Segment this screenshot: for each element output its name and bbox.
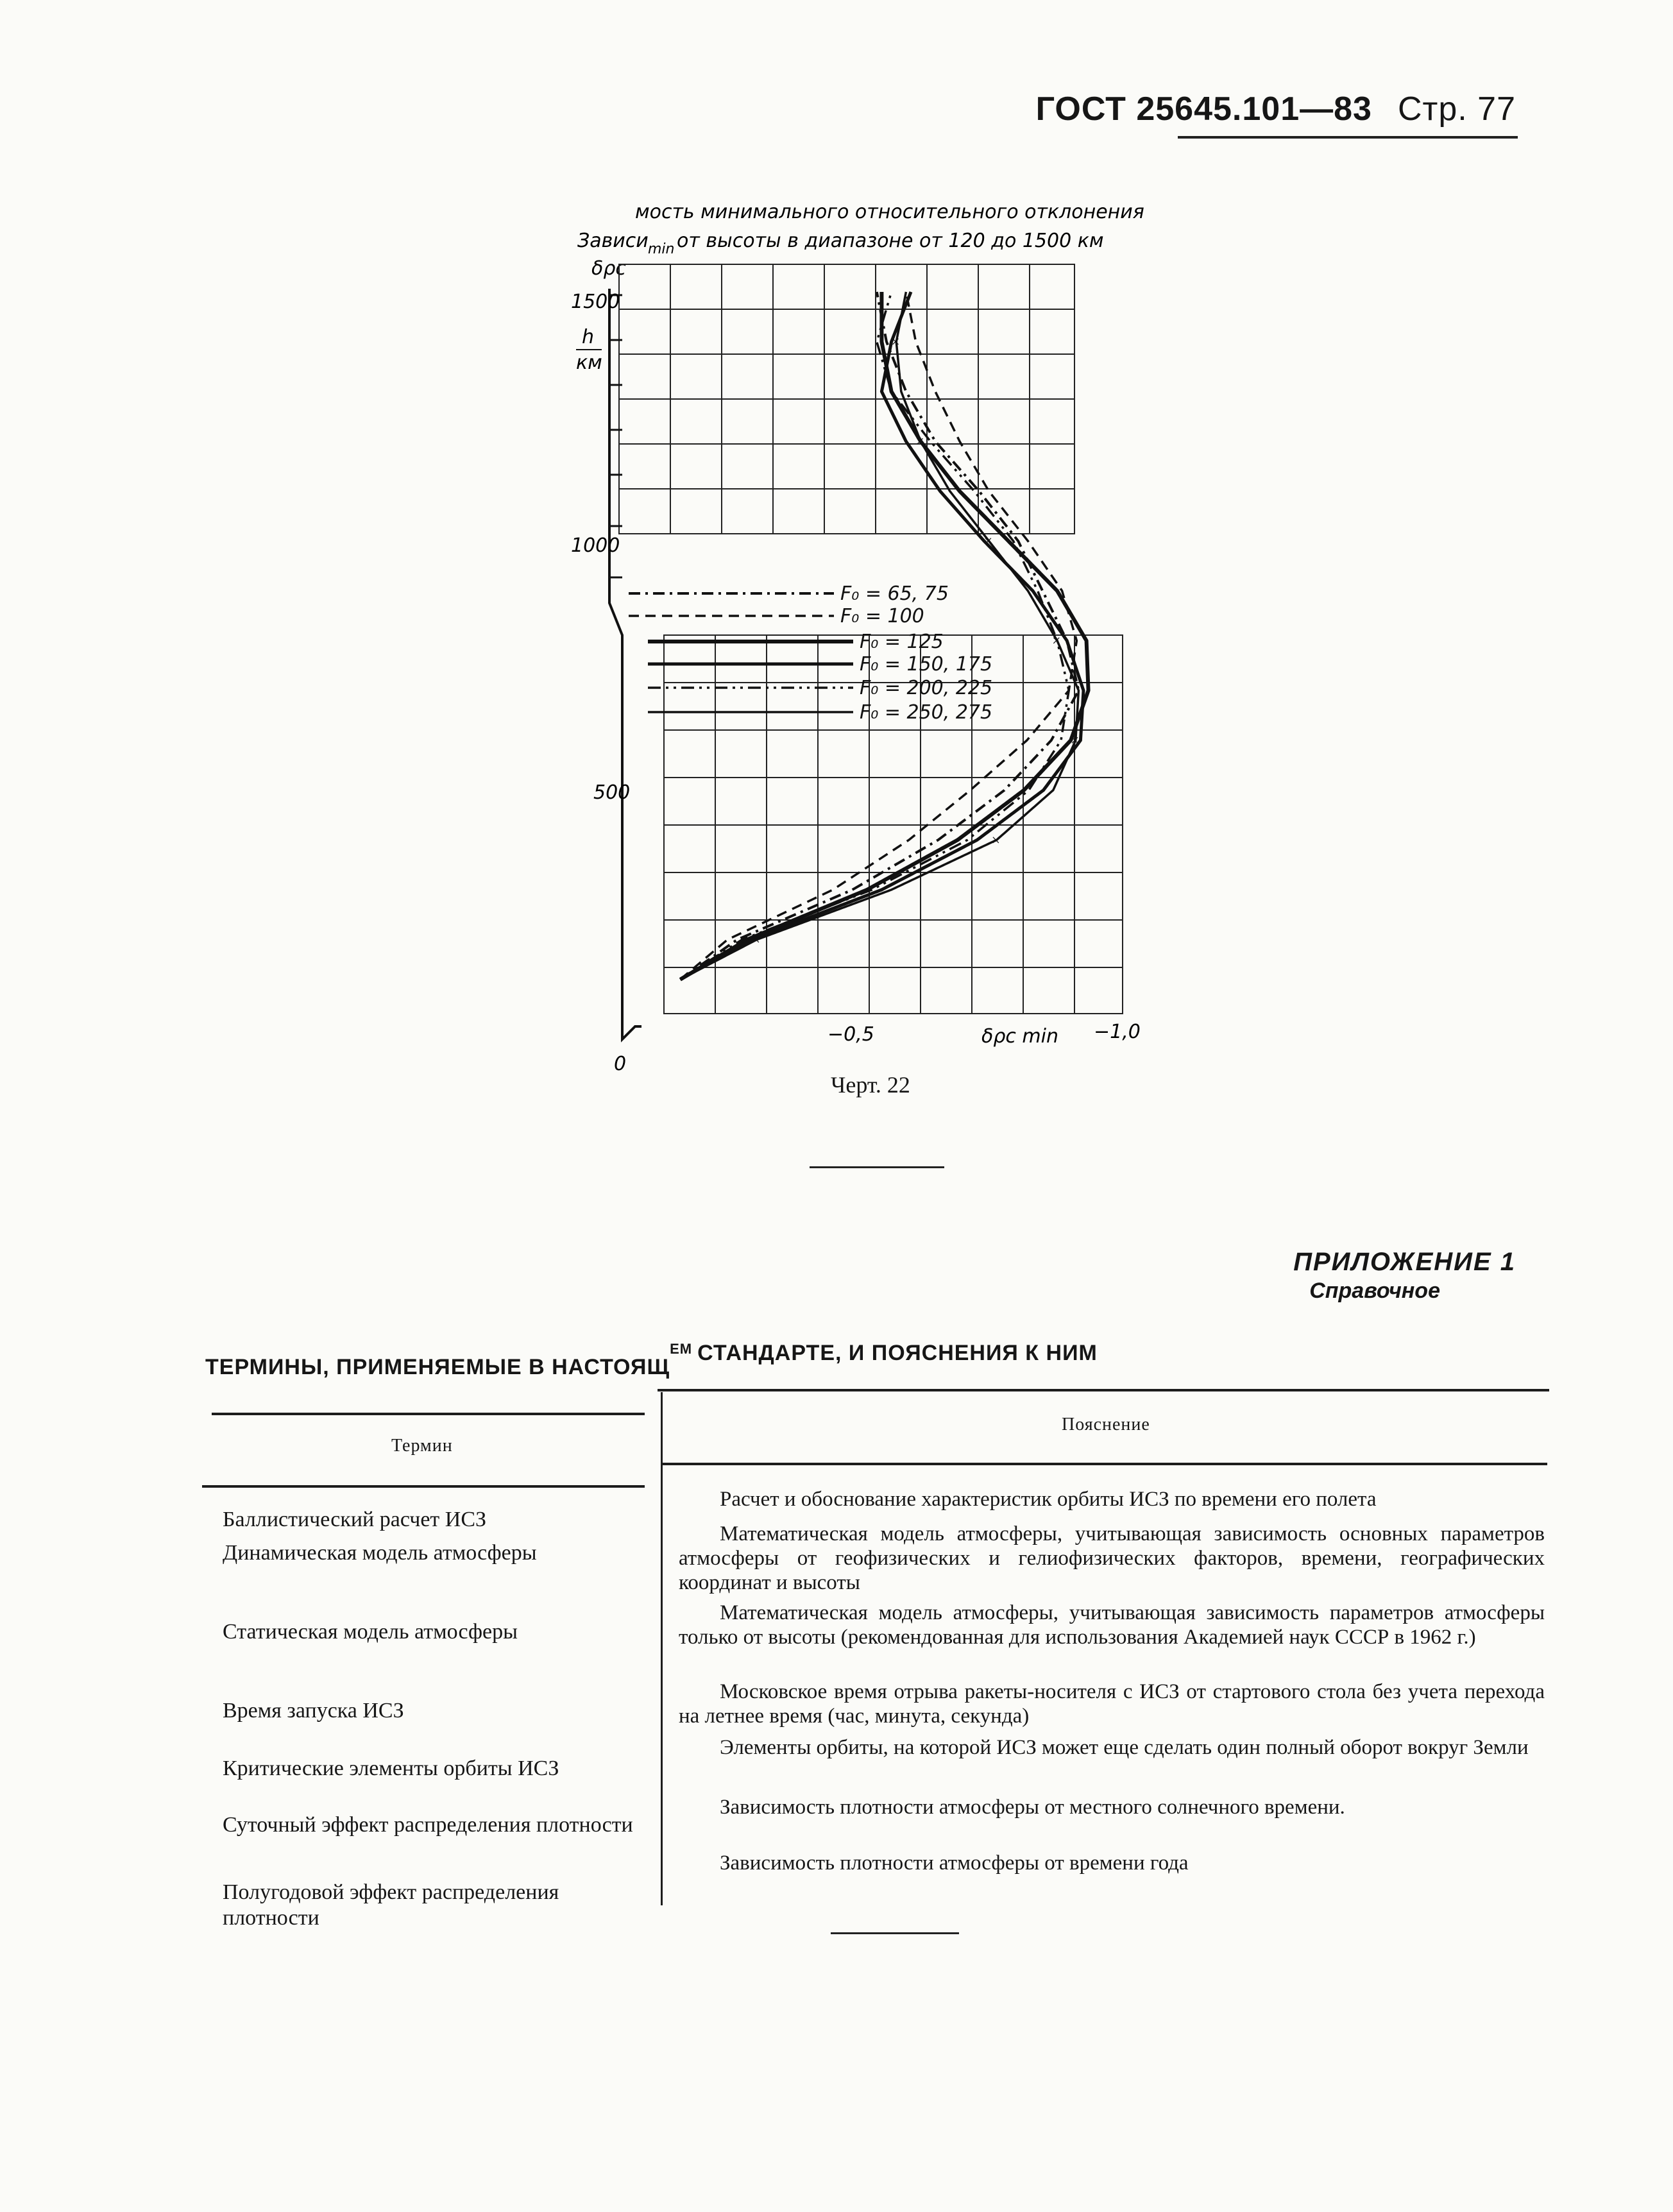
end-divider: [831, 1932, 959, 1934]
table-header-explanation: Пояснение: [1062, 1415, 1150, 1434]
x-axis-label: δρc min: [981, 1025, 1058, 1048]
chart-grid-upper: [619, 264, 1074, 534]
series-marker: ×: [983, 533, 993, 550]
table-header-term: Термин: [391, 1436, 453, 1456]
chart-title-line1: мость минимального относительного отклонения: [635, 201, 1144, 223]
page-number: Стр. 77: [1397, 90, 1516, 128]
term-row-7: Полугодовой эффект распределения плотности: [223, 1880, 559, 1930]
x-tick-minus-0-5: −0,5: [828, 1023, 874, 1046]
chart-y-axis: [609, 289, 641, 1039]
table-column-divider: [661, 1392, 663, 1905]
y-axis-label-h: h: [582, 326, 595, 348]
section-divider: [810, 1166, 944, 1168]
page-header: [1036, 90, 1516, 128]
figure-caption: Черт. 22: [831, 1072, 910, 1098]
term-row-6: Суточный эффект распределения плотности: [223, 1813, 633, 1837]
legend-label-2: F₀ = 100: [840, 605, 924, 627]
legend-label-3: F₀ = 125: [860, 631, 944, 653]
chart-title-line2-end: от высоты в диапазоне от 120 до 1500 км: [677, 230, 1104, 252]
y-tick-500: 500: [593, 781, 631, 804]
y-axis-line: [609, 289, 641, 1039]
legend-label-6: F₀ = 250, 275: [860, 701, 993, 724]
explanation-row-3: Математическая модель атмосферы, учитывающая зависимость параметров атмосферы только от высоты (рекомендованная для использования Академией наук СССР в 1962 г.): [679, 1601, 1545, 1649]
y-tick-1000: 1000: [571, 534, 620, 557]
series-marker: ×: [1070, 733, 1080, 749]
table-top-rule-right: [658, 1389, 1549, 1391]
series-marker: ×: [991, 832, 1001, 849]
terms-title-part2: ЕМ: [670, 1341, 693, 1357]
chart-legend: [629, 583, 992, 724]
y-tick-1500: 1500: [571, 291, 620, 313]
y-axis-label-km: км: [576, 352, 602, 374]
term-row-3: Статическая модель атмосферы: [223, 1620, 518, 1644]
term-row-5: Критические элементы орбиты ИСЗ: [223, 1757, 559, 1780]
series-marker: ×: [751, 932, 761, 949]
term-row-2: Динамическая модель атмосферы: [223, 1541, 537, 1565]
explanation-row-4: Московское время отрыва ракеты-носителя с ИСЗ от стартового стола без учета перехода на летнее время (час, минута, секунда): [679, 1680, 1545, 1728]
y-tick-0: 0: [614, 1053, 627, 1075]
series-marker: ×: [1052, 633, 1061, 650]
legend-label-5: F₀ = 200, 225: [860, 677, 993, 699]
table-top-rule-left: [212, 1413, 645, 1415]
x-tick-minus-1-0: −1,0: [1094, 1021, 1141, 1043]
explanation-row-6: Зависимость плотности атмосферы от местного солнечного времени.: [720, 1796, 1345, 1819]
appendix-title: ПРИЛОЖЕНИЕ 1: [1293, 1248, 1516, 1276]
appendix-subtitle: Справочное: [1309, 1279, 1440, 1303]
chart-title-line2-start: Зависи: [577, 230, 649, 252]
legend-label-1: F₀ = 65, 75: [840, 583, 949, 605]
legend-label-4: F₀ = 150, 175: [860, 653, 993, 676]
term-row-4: Время запуска ИСЗ: [223, 1699, 404, 1723]
explanation-row-5: Элементы орбиты, на которой ИСЗ может еще сделать один полный оборот вокруг Земли: [720, 1736, 1529, 1759]
table-header-rule-right: [662, 1463, 1547, 1465]
series-marker: ×: [915, 434, 924, 450]
terms-title: [205, 1341, 1098, 1379]
altitude-deviation-chart: [552, 192, 1155, 1078]
term-row-1: Баллистический расчет ИСЗ: [223, 1508, 487, 1531]
chart-title-line2-sub: min: [648, 241, 675, 257]
terms-title-part3: СТАНДАРТЕ, И ПОЯСНЕНИЯ К НИМ: [697, 1341, 1098, 1365]
terms-title-part1: ТЕРМИНЫ, ПРИМЕНЯЕМЫЕ В НАСТОЯЩ: [205, 1355, 670, 1379]
chart-corner-label: δρc: [591, 257, 626, 280]
explanation-row-1: Расчет и обоснование характеристик орбиты ИСЗ по времени его полета: [720, 1488, 1377, 1511]
header-rule: [1178, 136, 1518, 139]
table-header-rule-left: [202, 1485, 645, 1488]
standard-number: ГОСТ 25645.101—83: [1035, 90, 1372, 128]
explanation-row-2: Математическая модель атмосферы, учитывающая зависимость основных параметров атмосферы от геофизических и гелиофизических факторов, времени, географических координат и высоты: [679, 1522, 1545, 1594]
explanation-row-7: Зависимость плотности атмосферы от времени года: [720, 1851, 1189, 1875]
series-marker: ×: [891, 334, 900, 351]
